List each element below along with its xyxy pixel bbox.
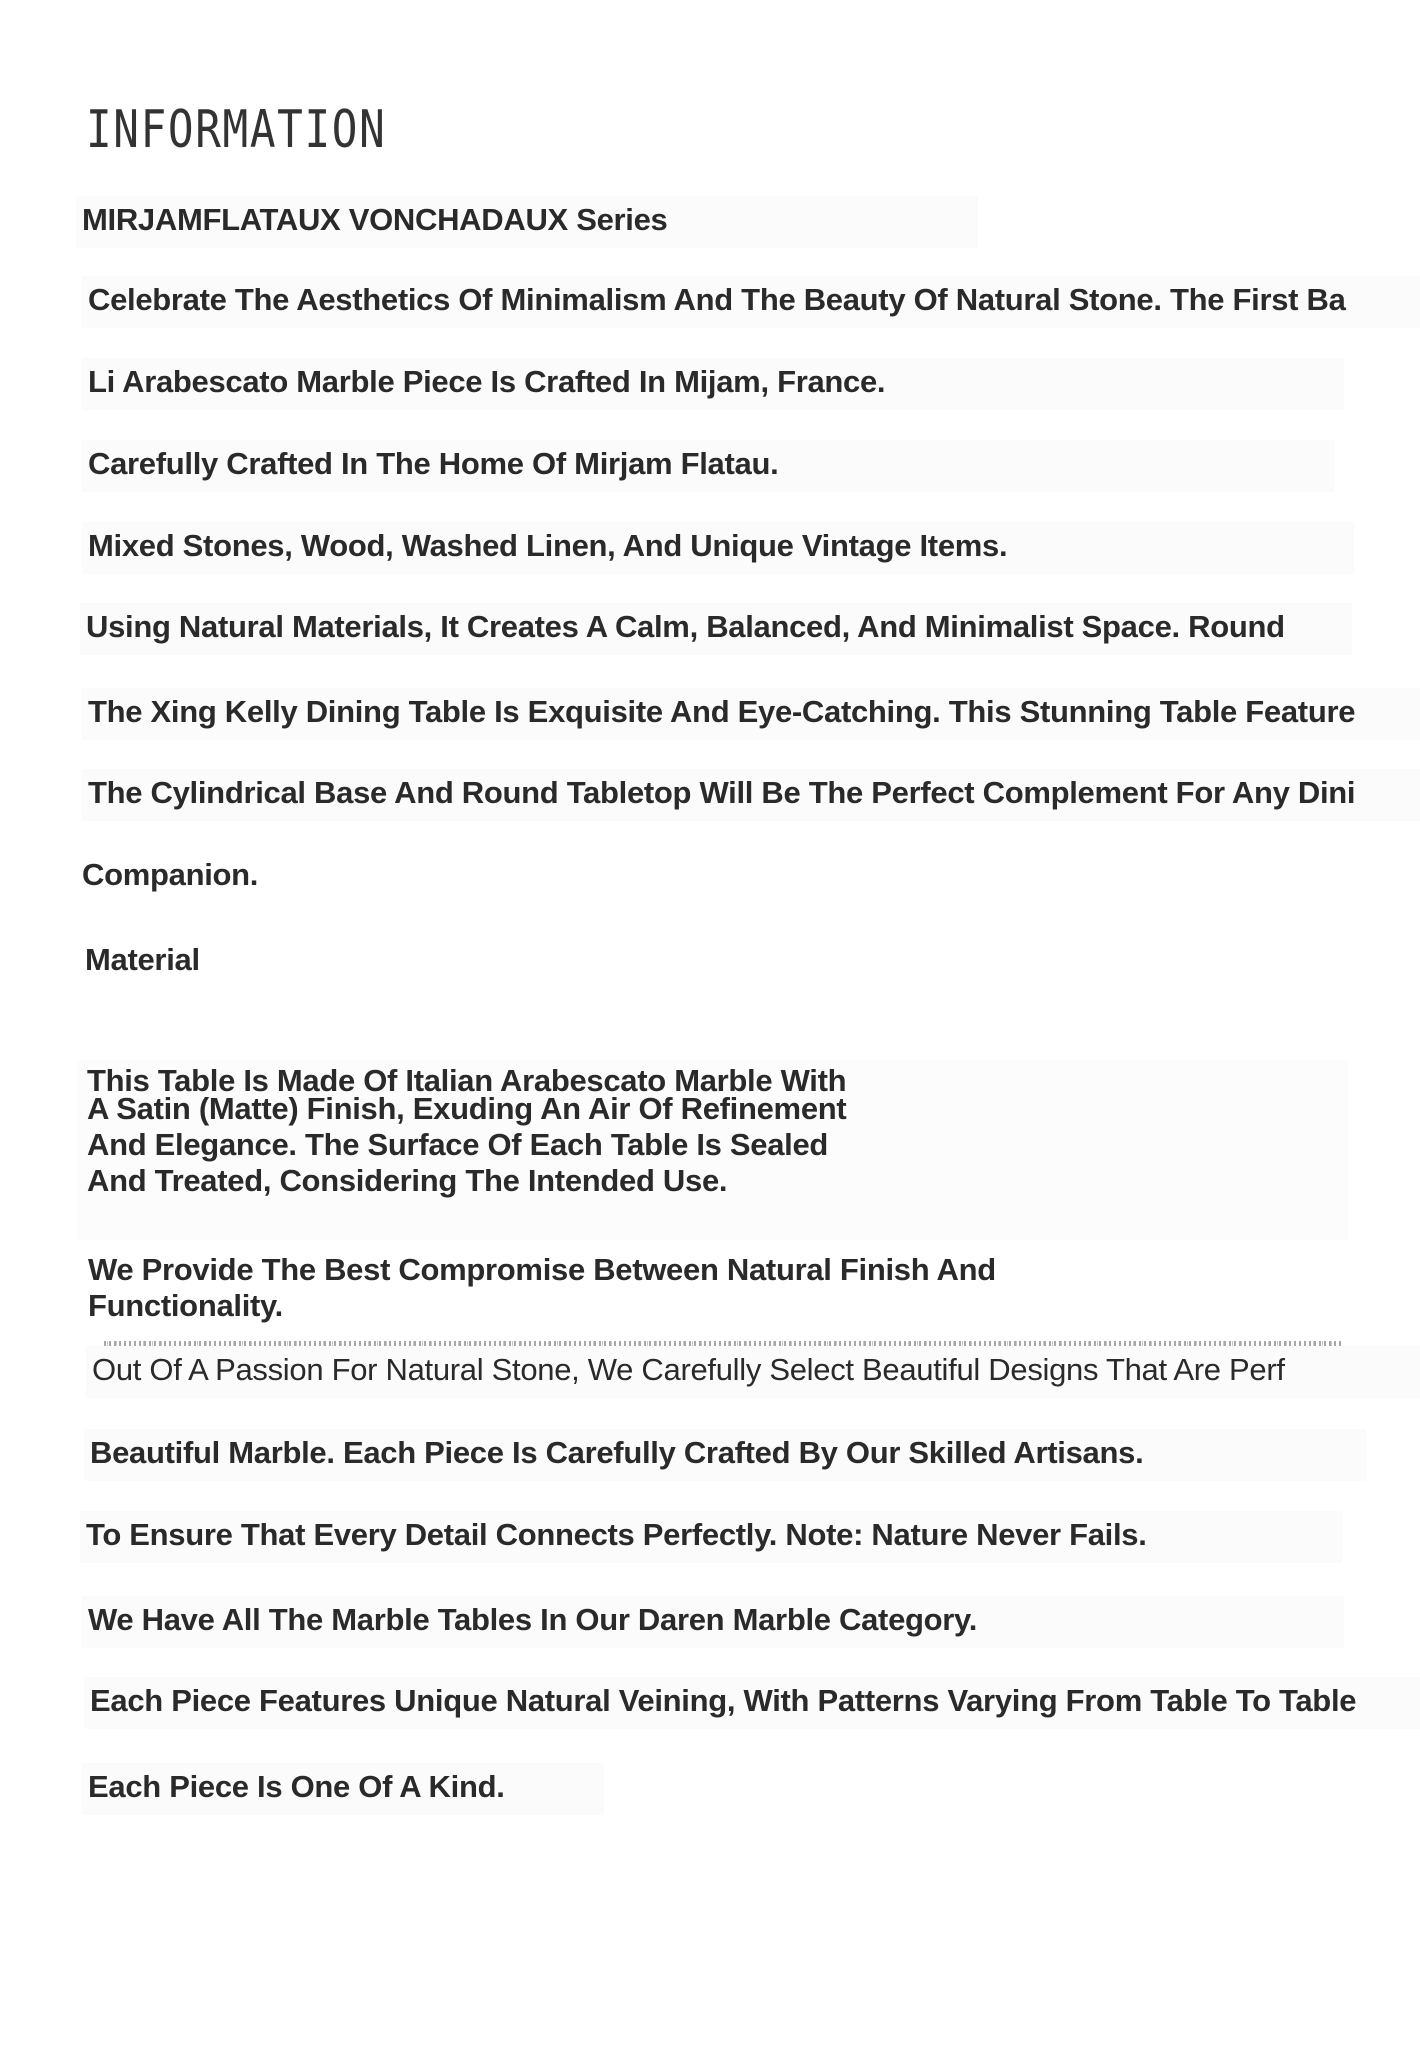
compromise-line: Functionality.	[88, 1288, 283, 1323]
series-heading: MIRJAMFLATAUX VONCHADAUX Series	[76, 196, 978, 248]
description-line: The Xing Kelly Dining Table Is Exquisite And Eye-Catching. This Stunning Table Feature	[82, 688, 1420, 740]
description-line: To Ensure That Every Detail Connects Perfectly. Note: Nature Never Fails.	[80, 1511, 1342, 1563]
description-line: We Have All The Marble Tables In Our Daren Marble Category.	[82, 1596, 1344, 1648]
compromise-line: We Provide The Best Compromise Between Natural Finish And	[88, 1252, 996, 1287]
description-line: Each Piece Features Unique Natural Veining, With Patterns Varying From Table To Table	[84, 1677, 1420, 1729]
compromise-paragraph	[88, 1252, 996, 1324]
page-title: INFORMATION	[86, 100, 387, 160]
material-paragraph	[87, 1064, 846, 1198]
description-line: Celebrate The Aesthetics Of Minimalism And The Beauty Of Natural Stone. The First Ba	[82, 276, 1420, 328]
description-line: Using Natural Materials, It Creates A Calm, Balanced, And Minimalist Space. Round	[80, 603, 1352, 655]
material-line: A Satin (Matte) Finish, Exuding An Air Of Refinement	[87, 1091, 847, 1126]
material-heading: Material	[85, 942, 200, 977]
description-line: Beautiful Marble. Each Piece Is Carefully Crafted By Our Skilled Artisans.	[84, 1429, 1366, 1481]
description-line: Carefully Crafted In The Home Of Mirjam Flatau.	[82, 440, 1334, 492]
material-line: And Elegance. The Surface Of Each Table Is Sealed	[87, 1127, 829, 1162]
material-line: And Treated, Considering The Intended Use.	[87, 1163, 728, 1198]
description-line: The Cylindrical Base And Round Tabletop Will Be The Perfect Complement For Any Dini	[82, 769, 1420, 821]
description-line: Out Of A Passion For Natural Stone, We Carefully Select Beautiful Designs That Are Perf	[86, 1346, 1420, 1398]
description-line: Each Piece Is One Of A Kind.	[82, 1763, 604, 1815]
description-line: Li Arabescato Marble Piece Is Crafted In Mijam, France.	[82, 358, 1344, 410]
description-line: Companion.	[82, 857, 259, 892]
material-line: This Table Is Made Of Italian Arabescato Marble With	[87, 1063, 847, 1098]
description-line: Mixed Stones, Wood, Washed Linen, And Unique Vintage Items.	[82, 522, 1354, 574]
